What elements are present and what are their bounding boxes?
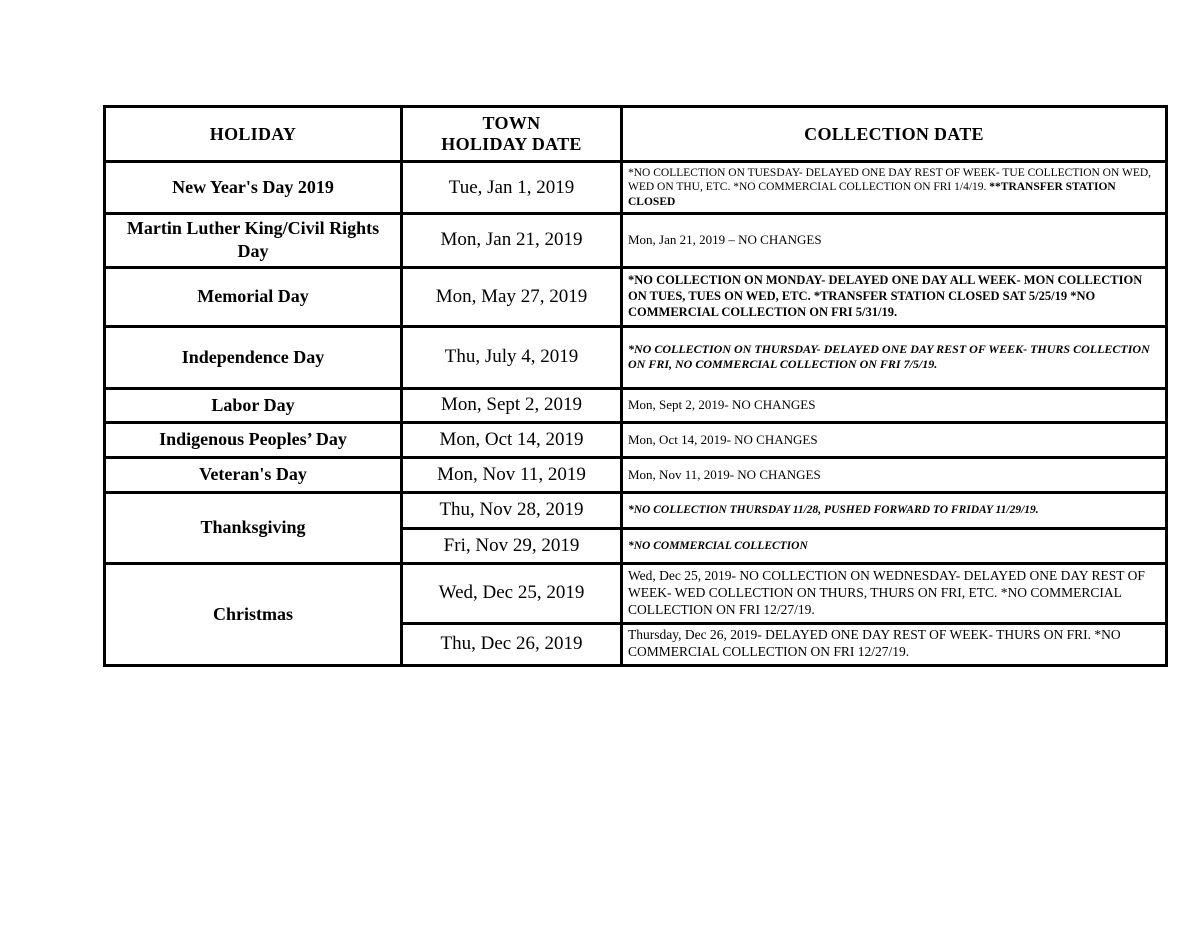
col-header-holiday: HOLIDAY — [105, 107, 402, 162]
row-indigenous-peoples-day — [105, 422, 1167, 457]
holiday-name: Indigenous Peoples’ Day — [105, 422, 402, 457]
holiday-schedule-table — [103, 105, 1168, 667]
collection-note: Mon, Nov 11, 2019- NO CHANGES — [622, 457, 1167, 492]
row-memorial-day — [105, 267, 1167, 326]
town-holiday-date: Mon, Nov 11, 2019 — [402, 457, 622, 492]
town-holiday-date: Mon, Oct 14, 2019 — [402, 422, 622, 457]
collection-note: Mon, Oct 14, 2019- NO CHANGES — [622, 422, 1167, 457]
collection-note: Mon, Sept 2, 2019- NO CHANGES — [622, 388, 1167, 422]
collection-note — [622, 162, 1167, 214]
town-holiday-date: Thu, July 4, 2019 — [402, 326, 622, 388]
holiday-name: Martin Luther King/Civil Rights Day — [105, 214, 402, 268]
holiday-name: Thanksgiving — [105, 492, 402, 563]
town-holiday-date: Mon, Sept 2, 2019 — [402, 388, 622, 422]
row-thanksgiving-thu — [105, 492, 1167, 528]
row-independence-day — [105, 326, 1167, 388]
holiday-name: Independence Day — [105, 326, 402, 388]
holiday-name: Veteran's Day — [105, 457, 402, 492]
col-header-town-holiday-date: TOWN HOLIDAY DATE — [402, 107, 622, 162]
holiday-name: Labor Day — [105, 388, 402, 422]
collection-note: *NO COLLECTION ON THURSDAY- DELAYED ONE DAY REST OF WEEK- THURS COLLECTION ON FRI, NO COMMERCIAL COLLECTION ON FRI 7/5/19. — [622, 326, 1167, 388]
collection-note-bold-text: **TRANSFER STATION CLOSED — [628, 181, 1116, 208]
town-holiday-date: Mon, Jan 21, 2019 — [402, 214, 622, 268]
row-new-years-day — [105, 162, 1167, 214]
row-labor-day — [105, 388, 1167, 422]
collection-note: Thursday, Dec 26, 2019- DELAYED ONE DAY REST OF WEEK- THURS ON FRI. *NO COMMERCIAL COLLECTION ON FRI 12/27/19. — [622, 623, 1167, 665]
town-holiday-date: Fri, Nov 29, 2019 — [402, 528, 622, 563]
collection-note: *NO COLLECTION ON MONDAY- DELAYED ONE DAY ALL WEEK- MON COLLECTION ON TUES, TUES ON WED, ETC. *TRANSFER STATION CLOSED SAT 5/25/19 *NO COMMERCIAL COLLECTION ON FRI 5/31/19. — [622, 267, 1167, 326]
collection-note: Wed, Dec 25, 2019- NO COLLECTION ON WEDNESDAY- DELAYED ONE DAY REST OF WEEK- WED COLLECTION ON THURS, THURS ON FRI, ETC. *NO COMMERCIAL COLLECTION ON FRI 12/27/19. — [622, 563, 1167, 623]
town-holiday-date: Thu, Dec 26, 2019 — [402, 623, 622, 665]
collection-note: *NO COLLECTION THURSDAY 11/28, PUSHED FORWARD TO FRIDAY 11/29/19. — [622, 492, 1167, 528]
collection-note: *NO COMMERCIAL COLLECTION — [622, 528, 1167, 563]
row-christmas-wed — [105, 563, 1167, 623]
col-header-collection-date: COLLECTION DATE — [622, 107, 1167, 162]
holiday-name: Memorial Day — [105, 267, 402, 326]
town-holiday-date: Tue, Jan 1, 2019 — [402, 162, 622, 214]
collection-note: Mon, Jan 21, 2019 – NO CHANGES — [622, 214, 1167, 268]
town-holiday-date: Mon, May 27, 2019 — [402, 267, 622, 326]
row-veterans-day — [105, 457, 1167, 492]
town-holiday-date: Thu, Nov 28, 2019 — [402, 492, 622, 528]
header-row — [105, 107, 1167, 162]
holiday-name: Christmas — [105, 563, 402, 665]
town-holiday-date: Wed, Dec 25, 2019 — [402, 563, 622, 623]
holiday-name: New Year's Day 2019 — [105, 162, 402, 214]
collection-note-text: *NO COLLECTION ON TUESDAY- DELAYED ONE DAY REST OF WEEK- TUE COLLECTION ON WED, WED ON THU, ETC. *NO COMMERCIAL COLLECTION ON FRI 1/4/19. — [628, 166, 1152, 194]
row-mlk-civil-rights-day — [105, 214, 1167, 268]
